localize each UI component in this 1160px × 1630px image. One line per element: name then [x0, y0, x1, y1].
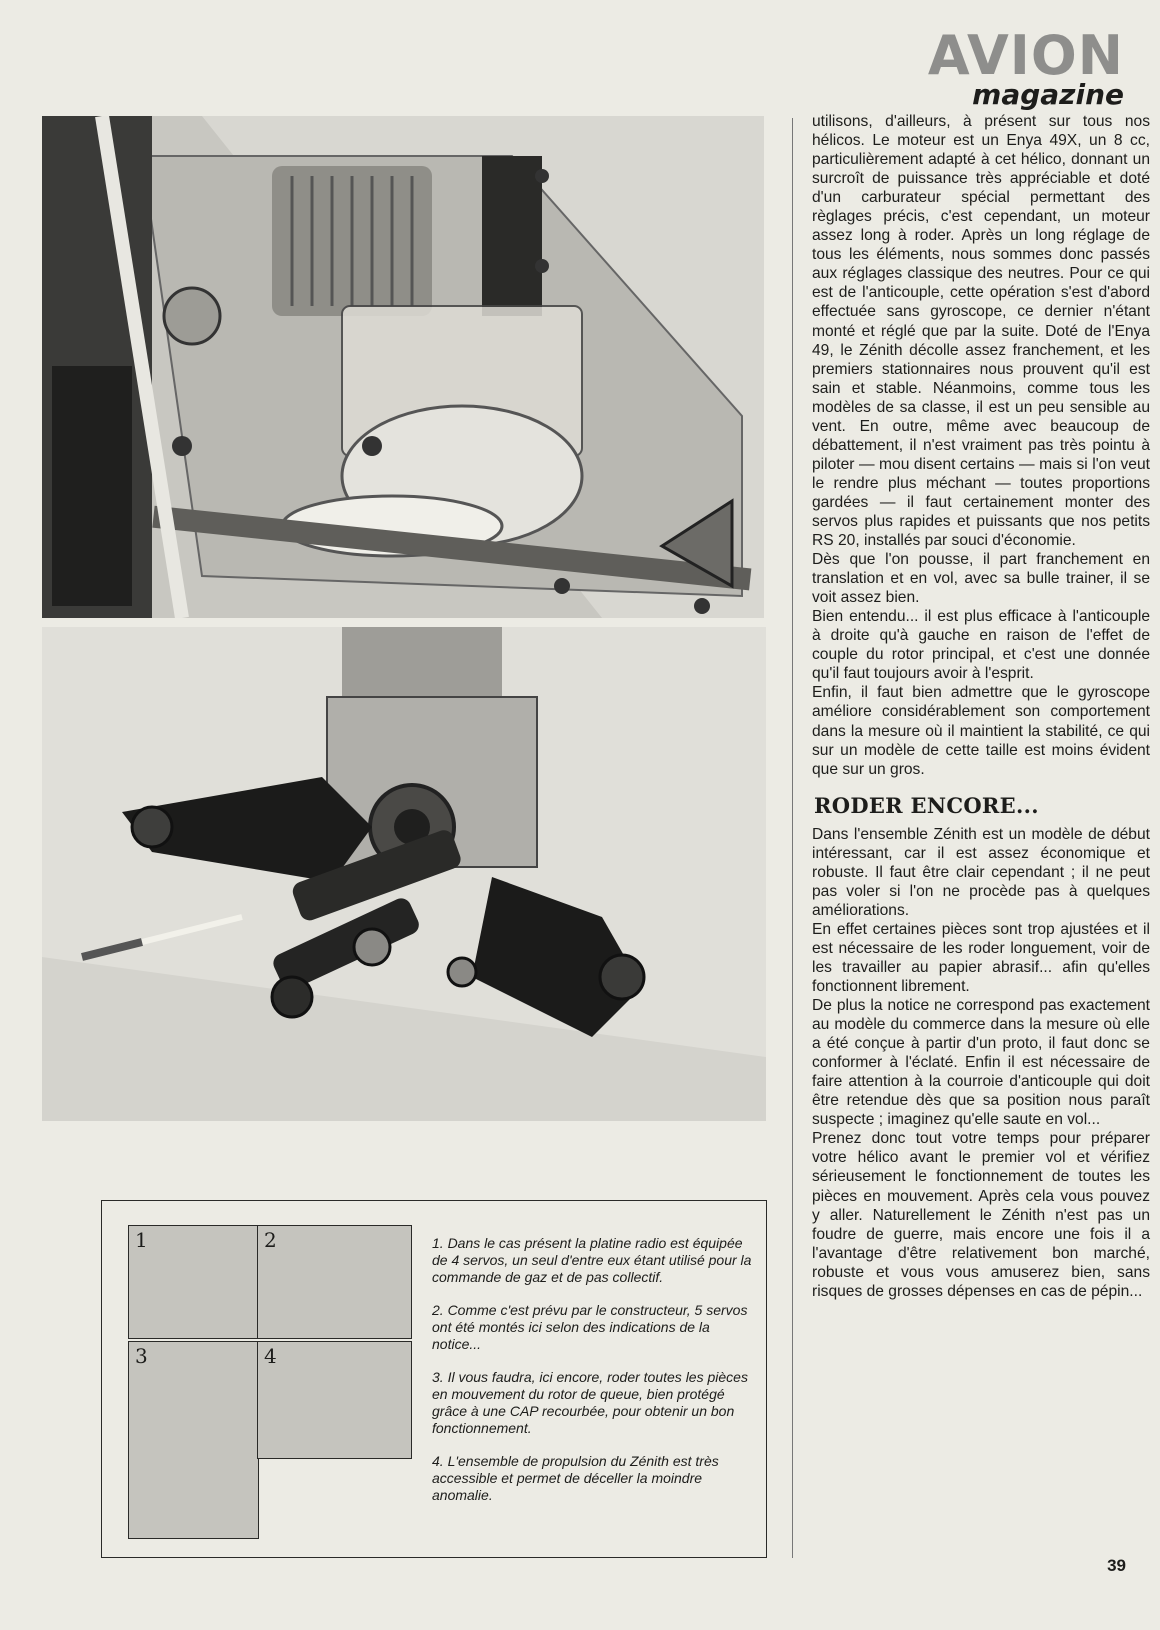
- page-number: 39: [1107, 1556, 1126, 1575]
- key-number: 2: [264, 1228, 277, 1252]
- key-cell-3: [128, 1341, 259, 1539]
- magazine-subtitle: magazine: [972, 78, 1124, 111]
- caption-1: 1. Dans le cas présent la platine radio est équipée de 4 servos, un seul d'entre eux étant utilisé pour la commande de gaz et de pas collectif.: [432, 1235, 752, 1285]
- article-paragraph: utilisons, d'ailleurs, à présent sur tous nos hélicos. Le moteur est un Enya 49X, un 8 cc, particulièrement adapté à cet hélico, donnant un surcroît de puissance très appréciable et doté d'un carburateur spécial permettant des règlages précis, c'est cependant, un moteur assez long à roder. Après un long réglage de tous les éléments, nous sommes donc passés aux réglages classique des neutres. Pour ce qui est de l'anticouple, cette opération s'est d'abord effectuée sans gyroscope, ce dernier n'étant monté et réglé que par la suite. Doté de l'Enya 49, le Zénith décolle assez franchement, et les premiers stationnaires nous prouvent qu'il est sain et stable. Néanmoins, comme tous les modèles de sa classe, il est un peu sensible au vent. En outre, même avec beaucoup de débattement, il n'est vraiment pas très pointu à piloter — mou disent certains — mais si l'on veut le rendre plus méchant — toutes proportions gardées — il faut certainement monter des servos plus rapides et puissants que nos petits RS 20, installés par souci d'économie.: [812, 113, 1150, 550]
- masthead: [927, 24, 1124, 111]
- caption-2: 2. Comme c'est prévu par le constructeur, 5 servos ont été montés ici selon des indications de la notice...: [432, 1302, 748, 1352]
- key-number: 1: [135, 1228, 148, 1252]
- article-paragraph: Dans l'ensemble Zénith est un modèle de début intéressant, car il est assez économique et robuste. Il faut être clair cependant ; il ne peut pas voler si l'on ne procède pas à quelques améliorations.: [812, 825, 1150, 919]
- article-paragraph: Prenez donc tout votre temps pour préparer votre hélico avant le premier vol et vérifiez sérieusement le fonctionnement de toutes les pièces en mouvement. Après cela vous pouvez y aller. Naturellement le Zénith n'est pas un foudre de guerre, mais encore une fois il a l'avantage d'être relativement bon marché, robuste et vous vous amuserez bien, sans risques de grosses dépenses en cas de pépin...: [812, 1130, 1150, 1300]
- key-number: 3: [135, 1344, 148, 1368]
- key-cell-2: [257, 1225, 412, 1339]
- key-number: 4: [264, 1344, 277, 1368]
- caption-4: 4. L'ensemble de propulsion du Zénith est très accessible et permet de déceller la moindre anomalie.: [432, 1453, 719, 1503]
- section-heading: RODER ENCORE...: [814, 792, 1039, 818]
- tail-rotor-photo: [42, 627, 766, 1121]
- column-divider: [792, 118, 793, 1558]
- magazine-title: AVION: [927, 24, 1124, 87]
- photo-captions: [432, 1235, 752, 1520]
- caption-box: [101, 1200, 767, 1558]
- article-column: [812, 112, 1150, 1301]
- article-paragraph: En effet certaines pièces sont trop ajustées et il est nécessaire de les roder longuement, voir de les travailler au papier abrasif... afin qu'elles fonctionnent librement.: [812, 920, 1150, 996]
- article-paragraph: De plus la notice ne correspond pas exactement au modèle du commerce dans la mesure où elle a été conçue à partir d'un proto, il faut donc se conformer à l'éclaté. Enfin il est nécessaire de faire attention à la courroie d'anticouple qui doit être retendue dès que sa position nous paraît suspecte ; imaginez qu'elle saute en vol...: [812, 997, 1150, 1129]
- caption-3: 3. Il vous faudra, ici encore, roder toutes les pièces en mouvement du rotor de queue, bien protégé grâce à une CAP recourbée, pour obtenir un bon fonctionnement.: [432, 1369, 748, 1436]
- key-cell-1: [128, 1225, 259, 1339]
- article-paragraph: Enfin, il faut bien admettre que le gyroscope améliore considérablement son comportement dans la mesure où il maintient la stabilité, ce qui sur un modèle de cette taille est moins évident que sur un gros.: [812, 684, 1150, 778]
- article-paragraph: Dès que l'on pousse, il part franchement en translation et en vol, avec sa bulle trainer, il se voit assez bien.: [812, 551, 1150, 607]
- key-cell-4: [257, 1341, 412, 1459]
- engine-photo: [42, 116, 764, 618]
- article-paragraph: Bien entendu... il est plus efficace à l'anticouple à droite qu'à gauche en raison de l'effet de couple du rotor principal, et c'est une donnée qu'il faut toujours avoir à l'esprit.: [812, 608, 1150, 683]
